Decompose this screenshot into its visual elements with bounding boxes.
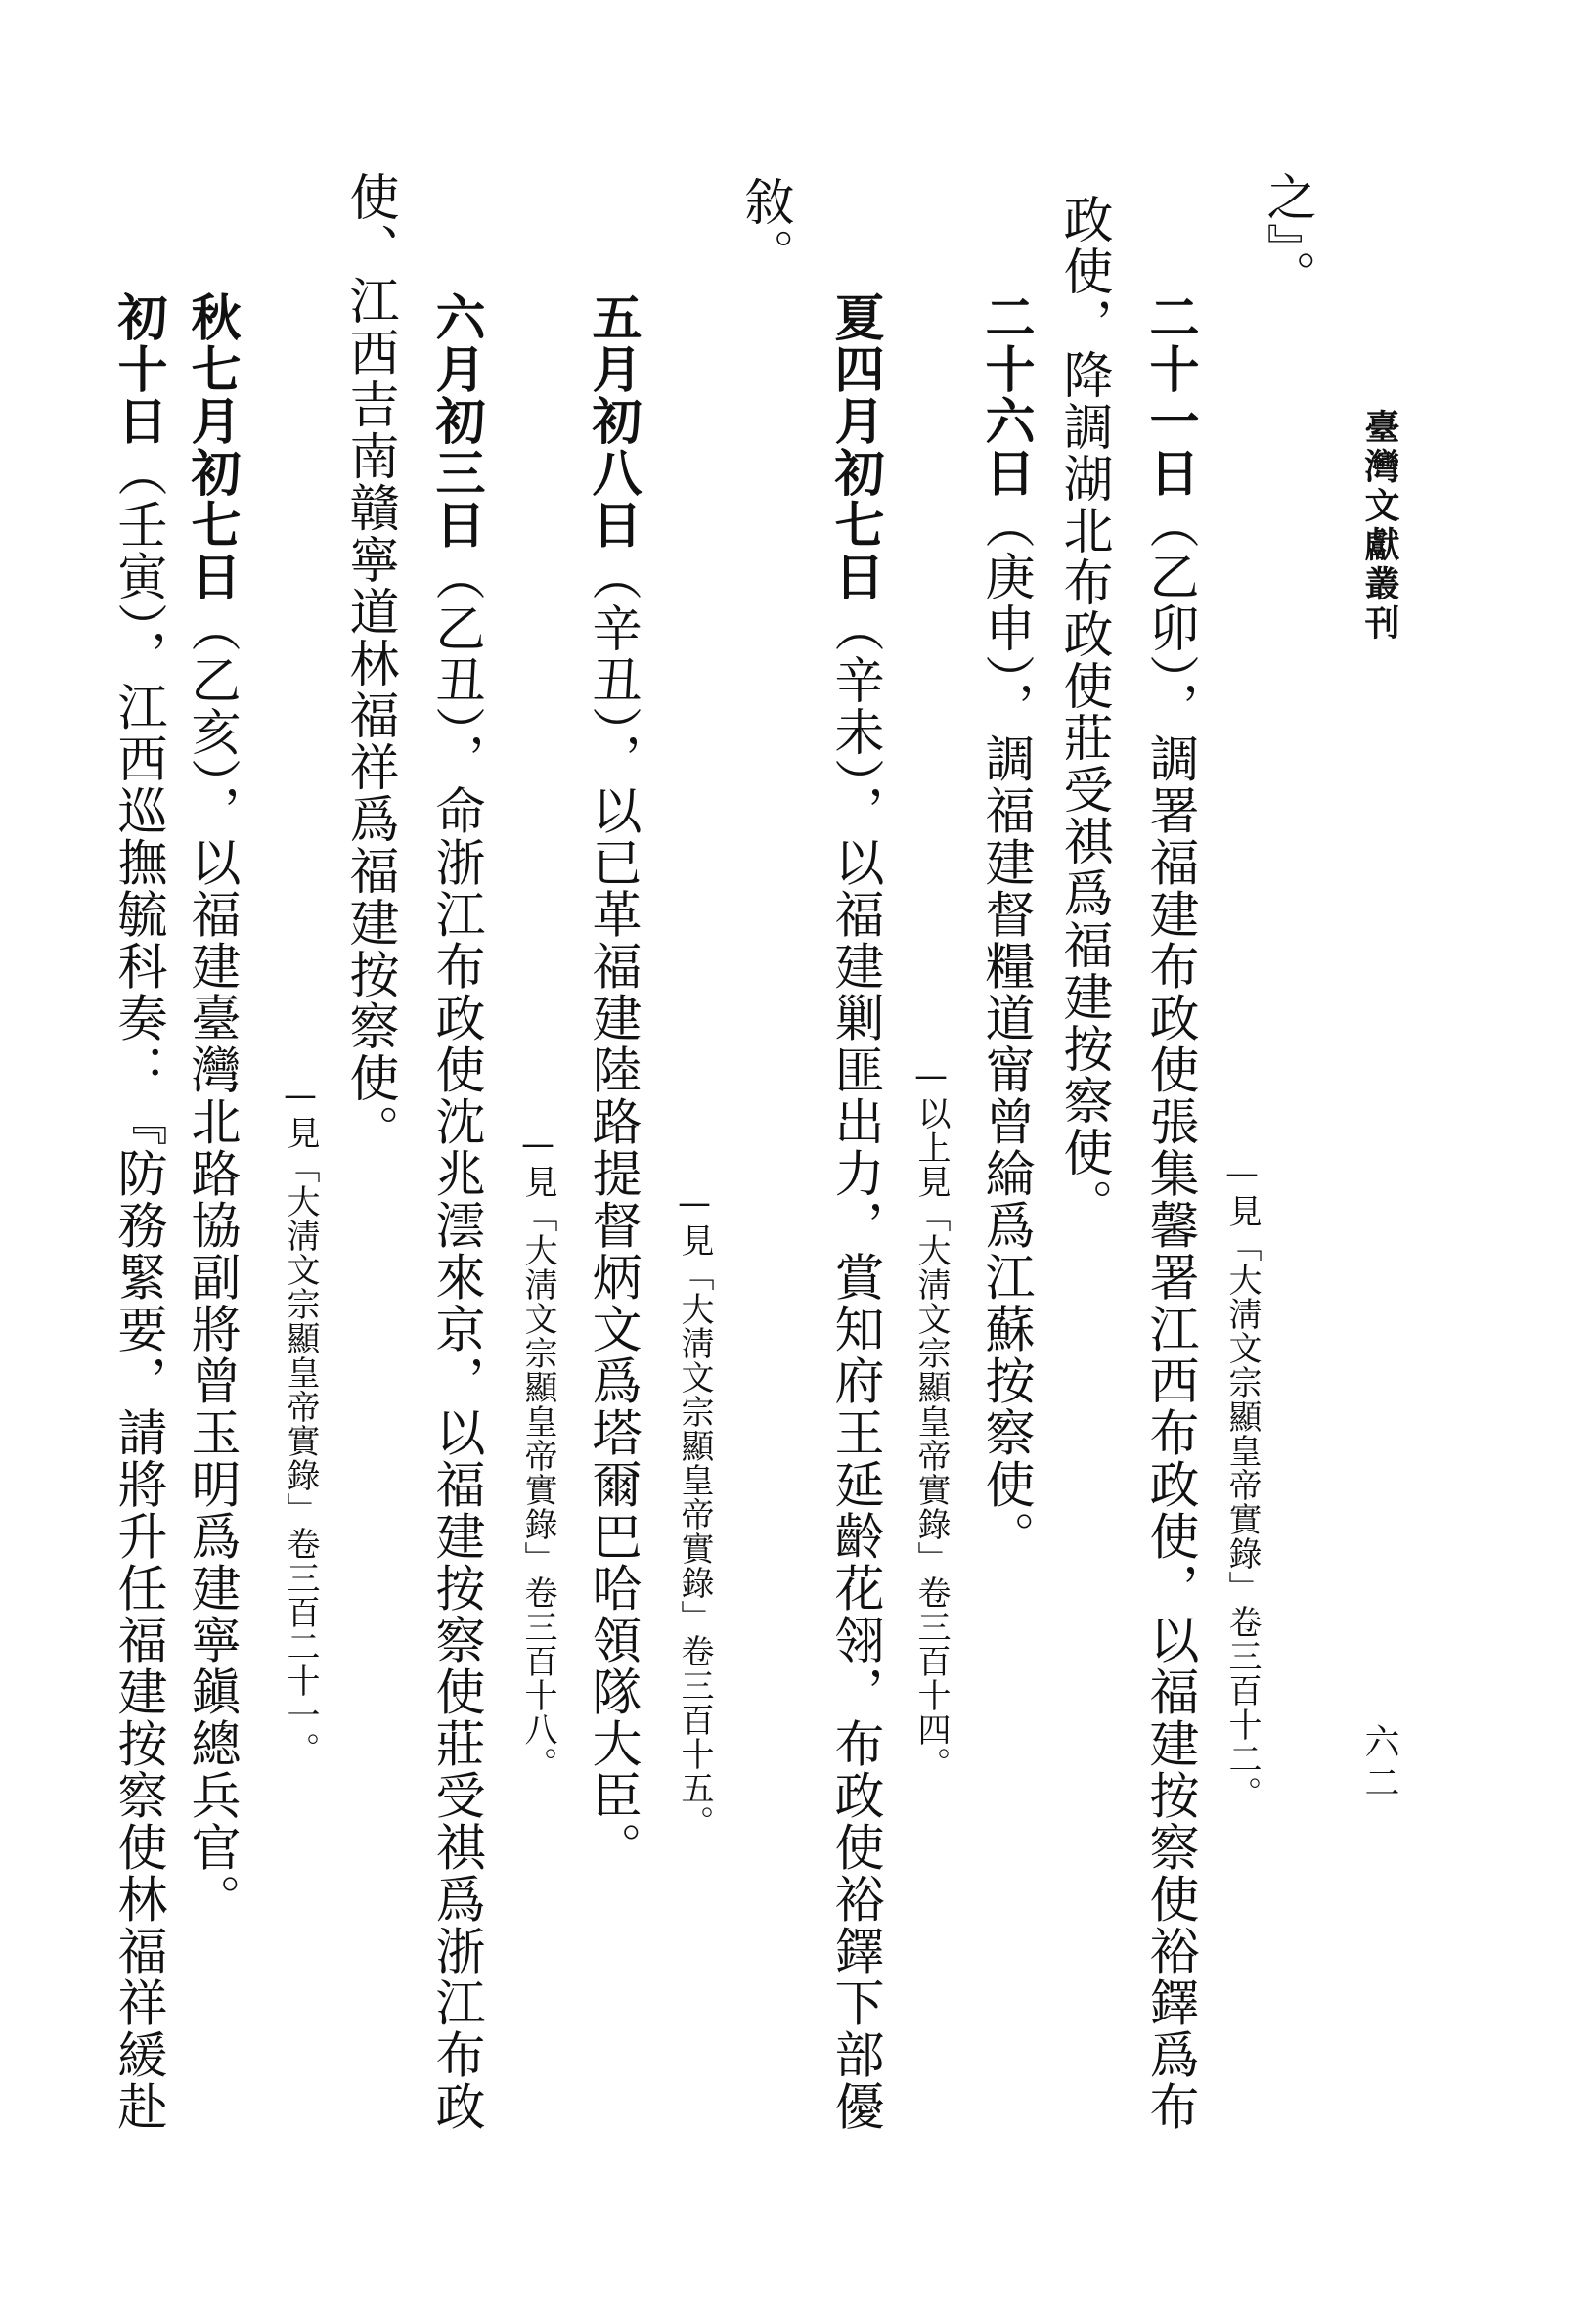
text-column <box>583 291 641 1874</box>
column-text: 政使，降調湖北布政使莊受祺爲福建按察使。 <box>1054 194 1112 1230</box>
column-text: （乙丑），命浙江布政使沈兆澐來京，以福建按察使莊受祺爲浙江布政 <box>426 551 484 2133</box>
source-citation: —見「大淸文宗顯皇帝實錄」卷三百十五。 <box>675 1183 714 1840</box>
text-column <box>1140 291 1198 2133</box>
text-column <box>735 176 793 280</box>
column-text: （壬寅），江西巡撫毓科奏：『防務緊要，請將升任福建按察使林福祥緩赴 <box>109 447 166 2133</box>
entry-date: 二十六日 <box>976 291 1034 499</box>
text-column <box>109 291 166 2133</box>
column-text: （庚申），調福建督糧道甯曾綸爲江蘇按察使。 <box>976 499 1034 1563</box>
text-column <box>1054 194 1112 1230</box>
entry-date: 初十日 <box>109 291 166 447</box>
column-text: （辛丑），以已革福建陸路提督炳文爲塔爾巴哈領隊大臣。 <box>583 551 641 1874</box>
text-column <box>1258 171 1315 302</box>
column-text: 之』。 <box>1258 171 1315 302</box>
column-text: 敘。 <box>735 176 793 280</box>
column-text: （乙亥），以福建臺灣北路協副將曾玉明爲建寧鎭總兵官。 <box>182 602 240 1926</box>
source-citation: —以上見「大淸文宗顯皇帝實錄」卷三百十四。 <box>911 1056 951 1781</box>
text-column <box>825 291 883 2133</box>
text-column <box>340 171 398 1156</box>
source-citation: —見「大淸文宗顯皇帝實錄」卷三百十二。 <box>1222 1154 1262 1810</box>
entry-date: 五月初八日 <box>583 291 641 551</box>
page-number: 六二 <box>1359 1723 1399 1805</box>
source-citation: —見「大淸文宗顯皇帝實錄」卷三百十八。 <box>518 1125 557 1781</box>
text-column <box>426 291 484 2133</box>
column-text: 使、江西吉南贛寧道林福祥爲福建按察使。 <box>340 171 398 1156</box>
book-title: 臺灣文獻叢刊 <box>1359 409 1399 643</box>
text-column <box>976 291 1034 1563</box>
column-text: （乙卯），調署福建布政使張集馨署江西布政使，以福建按察使裕鐸爲布 <box>1140 499 1198 2133</box>
entry-date: 二十一日 <box>1140 291 1198 499</box>
column-text: （辛未），以福建剿匪出力，賞知府王延齡花翎，布政使裕鐸下部優 <box>825 602 883 2133</box>
entry-date: 夏四月初七日 <box>825 291 883 602</box>
entry-date: 六月初三日 <box>426 291 484 551</box>
source-citation: —見「大淸文宗顯皇帝實錄」卷三百二十一。 <box>281 1076 320 1766</box>
text-column <box>182 291 240 1926</box>
entry-date: 秋七月初七日 <box>182 291 240 602</box>
